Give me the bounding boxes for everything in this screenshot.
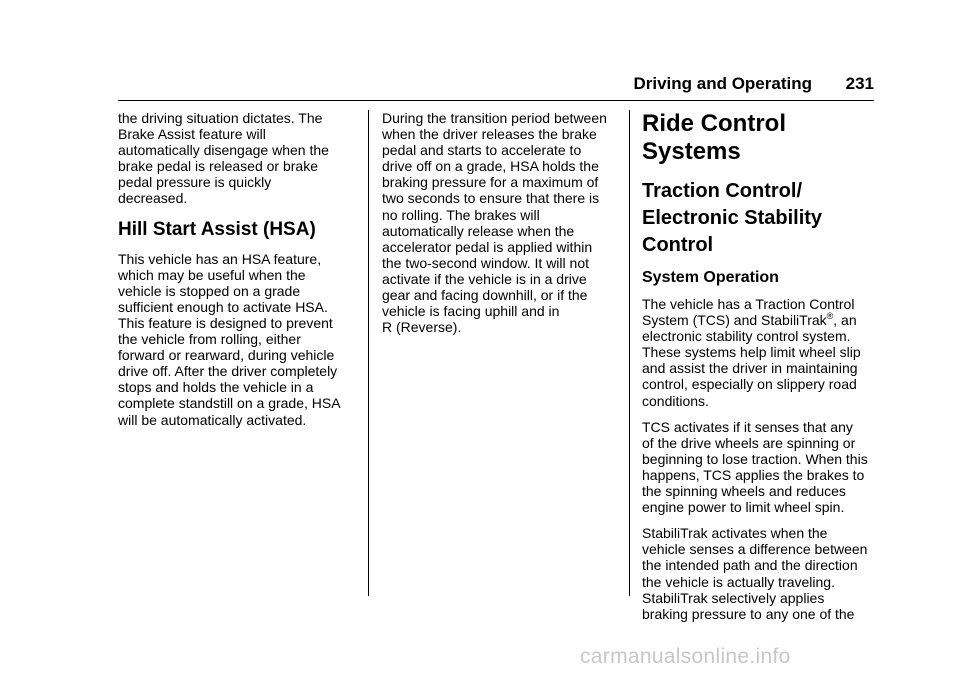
- text-line: gear and facing downhill, or if the: [382, 287, 588, 304]
- text-line: sufficient enough to activate HSA.: [118, 298, 328, 315]
- text-line: brake pedal is released or brake: [118, 158, 319, 175]
- paragraph-brake-assist: [118, 110, 356, 207]
- text-line: [642, 312, 880, 328]
- column-divider: [629, 110, 630, 596]
- page-header: [118, 70, 874, 101]
- registered-mark: ®: [826, 311, 834, 322]
- text-fragment: , an: [833, 312, 857, 329]
- watermark: carmanualsonline.info: [580, 645, 791, 668]
- text-line: the two-second window. It will not: [382, 254, 589, 271]
- text-line: accelerator pedal is applied within: [382, 238, 593, 255]
- paragraph-hsa: [118, 251, 356, 428]
- column-2: [382, 110, 618, 345]
- text-line: R (Reverse).: [382, 319, 462, 336]
- text-line: complete standstill on a grade, HSA: [118, 395, 341, 412]
- text-line: the vehicle from rolling, either: [118, 331, 301, 348]
- text-line: braking pressure to any one of the: [642, 605, 855, 622]
- text-line: when the driver releases the brake: [382, 126, 597, 143]
- column-3: [642, 110, 880, 632]
- page-number: 231: [845, 74, 874, 93]
- text-line: happens, TCS applies the brakes to: [642, 466, 865, 483]
- text-line: vehicle is stopped on a grade: [118, 282, 301, 299]
- text-line: engine power to limit wheel spin.: [642, 499, 845, 516]
- heading-system-operation: System Operation: [642, 269, 779, 286]
- text-line: the driving situation dictates. The: [118, 110, 323, 126]
- text-line: This feature is designed to prevent: [118, 314, 333, 331]
- text-line: the intended path and the direction: [642, 557, 858, 574]
- column-divider: [368, 110, 369, 596]
- heading-traction-control: [642, 178, 880, 259]
- heading-hill-start-assist: Hill Start Assist (HSA): [118, 218, 316, 240]
- section-title: Driving and Operating: [633, 74, 812, 93]
- text-line: pedal pressure is quickly: [118, 174, 272, 191]
- paragraph-tcs-intro: [642, 296, 880, 409]
- text-line: two seconds to ensure that there is: [382, 190, 600, 207]
- text-line: automatically release when the: [382, 222, 575, 239]
- text-line: This vehicle has an HSA feature,: [118, 250, 322, 267]
- text-line: drive off. After the driver completely: [118, 363, 338, 380]
- text-line: the spinning wheels and reduces: [642, 483, 846, 500]
- heading-ride-control-systems: Ride Control Systems: [642, 110, 786, 165]
- text-line: drive off on a grade, HSA holds the: [382, 158, 599, 175]
- text-line: braking pressure for a maximum of: [382, 174, 599, 191]
- paragraph-hsa-transition: [382, 110, 618, 335]
- paragraph-stabilitrak: [642, 525, 880, 622]
- text-line: will be automatically activated.: [118, 411, 307, 428]
- text-line: StabiliTrak activates when the: [642, 525, 828, 542]
- text-line: conditions.: [642, 392, 709, 409]
- text-line: stops and holds the vehicle in a: [118, 379, 314, 396]
- paragraph-tcs-activation: [642, 419, 880, 516]
- text-fragment: System (TCS) and StabiliTrak: [642, 312, 827, 329]
- text-line: During the transition period between: [382, 110, 607, 126]
- text-line: The vehicle has a Traction Control: [642, 296, 855, 312]
- text-line: vehicle senses a difference between: [642, 541, 868, 558]
- text-line: vehicle is facing uphill and in: [382, 303, 560, 320]
- text-line: automatically disengage when the: [118, 142, 329, 159]
- text-line: activate if the vehicle is in a drive: [382, 270, 587, 287]
- text-line: These systems help limit wheel slip: [642, 344, 861, 361]
- text-line: pedal and starts to accelerate to: [382, 142, 582, 159]
- text-line: Brake Assist feature will: [118, 126, 266, 143]
- text-line: TCS activates if it senses that any: [642, 418, 853, 435]
- heading-line: Traction Control/: [642, 180, 802, 202]
- text-line: beginning to lose traction. When this: [642, 450, 868, 467]
- text-line: electronic stability control system.: [642, 328, 851, 345]
- text-line: of the drive wheels are spinning or: [642, 434, 856, 451]
- text-line: no rolling. The brakes will: [382, 206, 540, 223]
- column-1: [118, 110, 356, 438]
- text-line: the vehicle is actually traveling.: [642, 573, 835, 590]
- text-line: control, especially on slippery road: [642, 376, 857, 393]
- heading-line: Electronic Stability: [642, 207, 823, 229]
- text-line: StabiliTrak selectively applies: [642, 589, 825, 606]
- text-line: and assist the driver in maintaining: [642, 360, 858, 377]
- text-line: which may be useful when the: [118, 266, 306, 283]
- text-line: forward or rearward, during vehicle: [118, 347, 335, 364]
- heading-line: Control: [642, 234, 714, 256]
- text-line: decreased.: [118, 190, 188, 207]
